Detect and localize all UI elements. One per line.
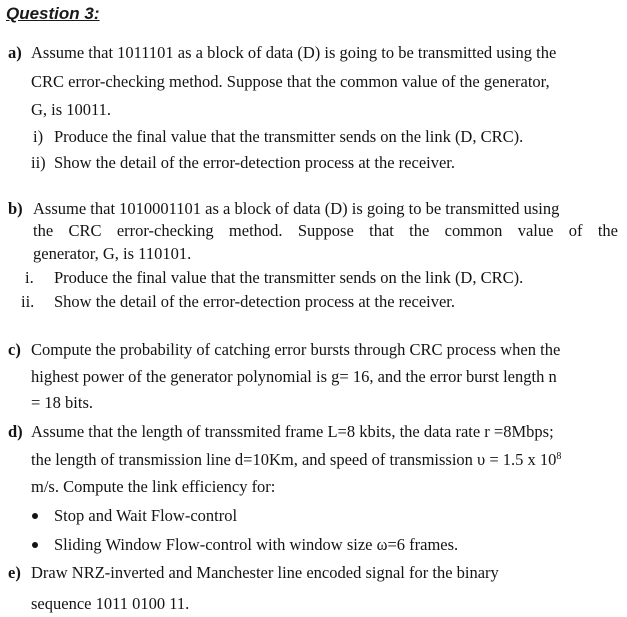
part-a-line-1: Assume that 1011101 as a block of data (D) is going to be transmitted using the — [31, 43, 557, 62]
part-a-line-2: CRC error-checking method. Suppose that the common value of the generator, — [31, 72, 550, 91]
part-a-item-ii-label: ii) — [31, 153, 46, 172]
part-a-label: a) — [8, 43, 22, 62]
part-d-bullet-1: Stop and Wait Flow-control — [54, 506, 238, 525]
part-c-line-3: = 18 bits. — [31, 393, 94, 412]
part-b-item-i-text: Produce the final value that the transmitter sends on the link (D, CRC). — [54, 268, 524, 287]
part-e-line-1: Draw NRZ-inverted and Manchester line encoded signal for the binary — [31, 563, 499, 582]
part-b-line-3: generator, G, is 110101. — [33, 244, 192, 263]
bullet-icon — [32, 513, 38, 519]
part-b-item-ii-text: Show the detail of the error-detection process at the receiver. — [54, 292, 456, 311]
bullet-icon — [32, 542, 38, 548]
part-d-line-2-text: the length of transmission line d=10Km, and speed of transmission υ = 1.5 x 10 — [31, 450, 557, 469]
part-c-label: c) — [8, 340, 21, 359]
part-d-label: d) — [8, 422, 23, 441]
part-a-item-i-text: Produce the final value that the transmitter sends on the link (D, CRC). — [54, 127, 524, 146]
part-b-item-i-label: i. — [25, 268, 34, 287]
part-d-exponent: 8 — [556, 451, 562, 462]
part-e-label: e) — [8, 563, 21, 582]
part-d-line-1: Assume that the length of transsmited frame L=8 kbits, the data rate r =8Mbps; — [31, 422, 554, 441]
part-c-line-1: Compute the probability of catching error bursts through CRC process when the — [31, 340, 561, 359]
part-d-line-3: m/s. Compute the link efficiency for: — [31, 477, 276, 496]
part-d-line-2 — [31, 450, 561, 470]
part-b-item-ii-label: ii. — [21, 292, 35, 311]
part-b-label: b) — [8, 199, 23, 218]
part-d-bullet-2: Sliding Window Flow-control with window size ω=6 frames. — [54, 535, 459, 554]
part-a-line-3: G, is 10011. — [31, 100, 112, 119]
part-b-line-1: Assume that 1010001101 as a block of data (D) is going to be transmitted using — [33, 199, 560, 218]
question-heading: Question 3: — [6, 4, 100, 23]
part-e-line-2: sequence 1011 0100 11. — [31, 594, 190, 613]
part-c-line-2: highest power of the generator polynomial is g= 16, and the error burst length n — [31, 367, 557, 386]
part-a-item-i-label: i) — [33, 127, 44, 146]
part-a-item-ii-text: Show the detail of the error-detection process at the receiver. — [54, 153, 456, 172]
part-b-line-2: the CRC error-checking method. Suppose that the common value of the — [33, 221, 618, 240]
